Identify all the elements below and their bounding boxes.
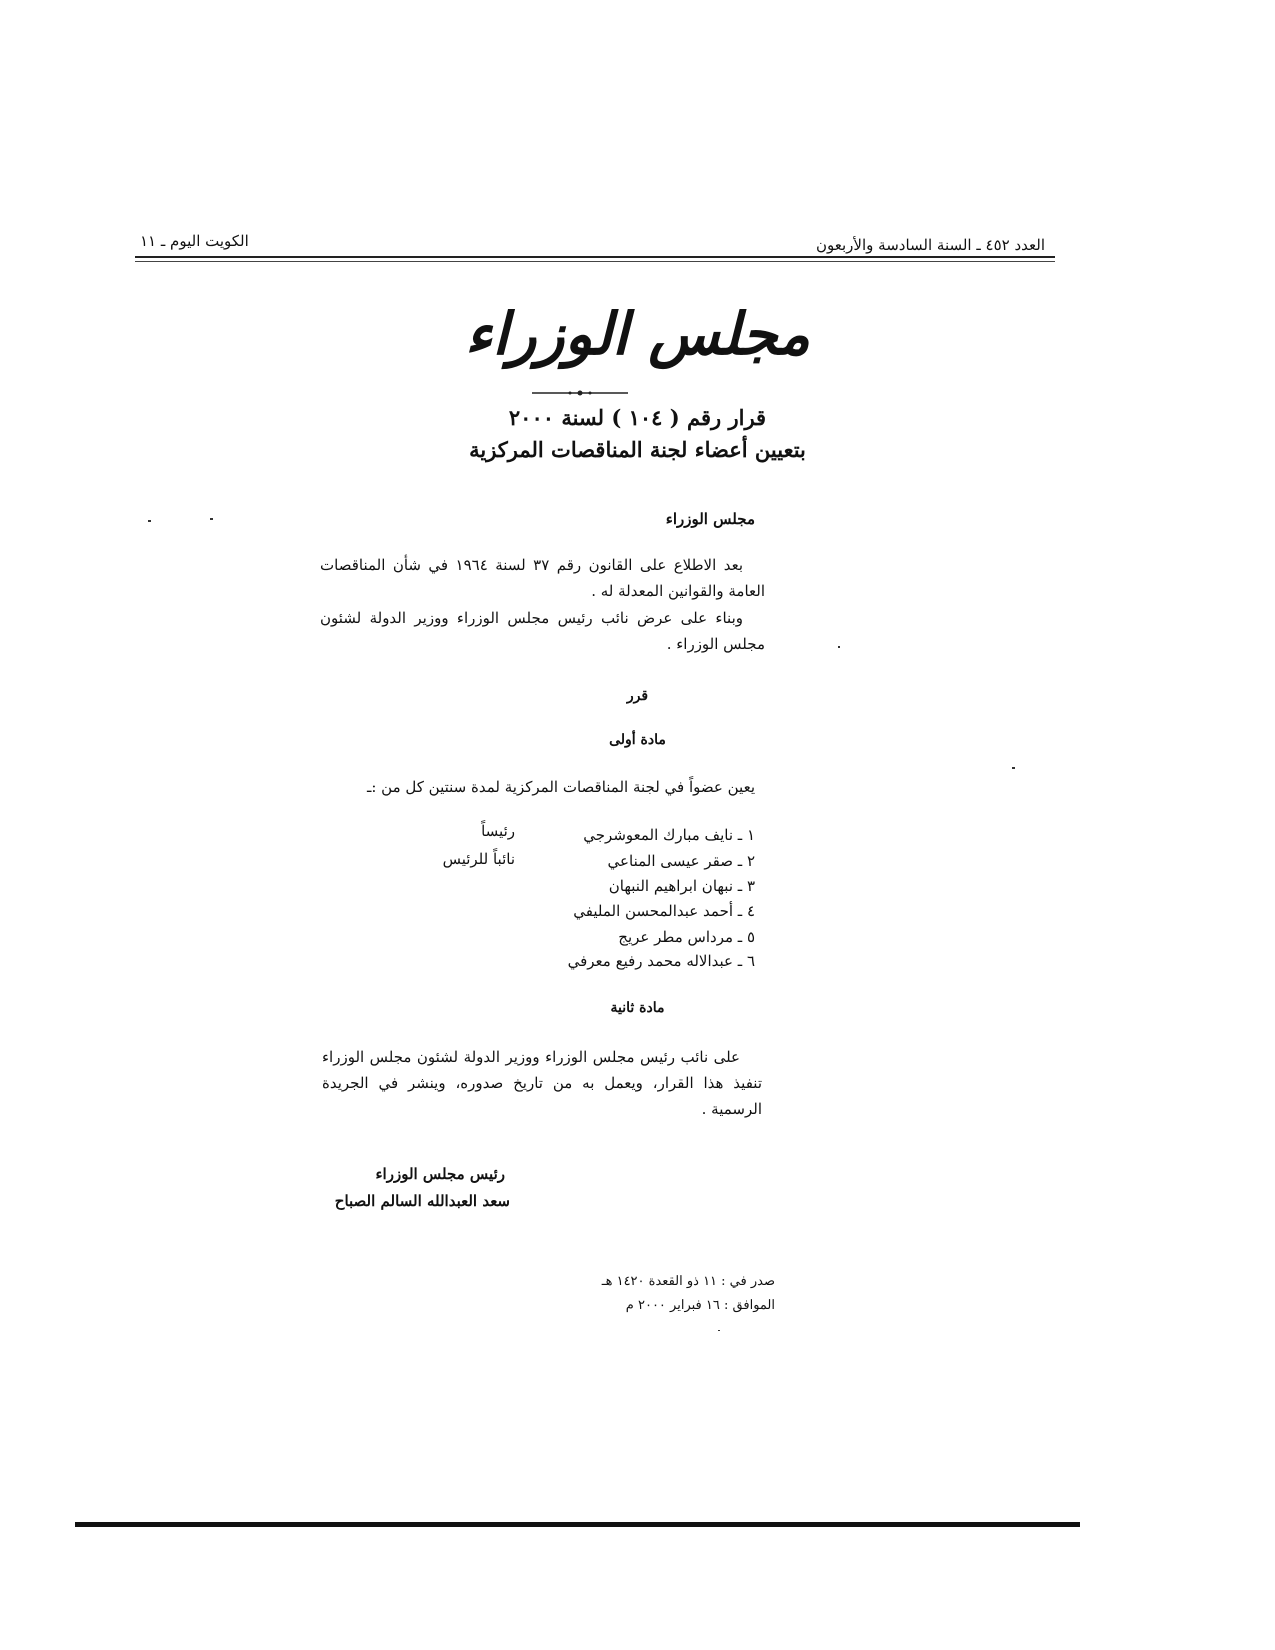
scan-speck: [838, 646, 840, 648]
section-masthead: مجلس الوزراء: [465, 300, 810, 368]
member-1-role: رئيساً: [481, 822, 515, 840]
article-2-text: على نائب رئيس مجلس الوزراء ووزير الدولة لشئون مجلس الوزراء تنفيذ هذا القرار، ويعمل به من تاريخ صدوره، وينشر في الجريدة الرسمية .: [322, 1048, 762, 1118]
footer-rule: [75, 1522, 1080, 1527]
ornament-divider: [530, 387, 630, 399]
article-1-intro: يعين عضواً في لجنة المناقصات المركزية لمدة سنتين كل من :ـ: [366, 778, 755, 796]
preamble-paragraph-1: بعد الاطلاع على القانون رقم ٣٧ لسنة ١٩٦٤ في شأن المناقصات العامة والقوانين المعدلة له .: [320, 556, 765, 600]
issued-date-hijri: صدر في : ١١ ذو القعدة ١٤٢٠ هـ: [601, 1274, 775, 1289]
article-2-heading: مادة ثانية: [610, 1000, 665, 1016]
scan-speck: [210, 518, 213, 520]
article-1-heading: مادة أولى: [609, 732, 666, 748]
scan-speck: [718, 1330, 720, 1331]
signatory-title: رئيس مجلس الوزراء: [375, 1165, 505, 1183]
header-rule-thin: [135, 261, 1055, 262]
publication-page: الكويت اليوم ـ ١١: [140, 232, 249, 250]
scan-speck: [148, 520, 151, 522]
issuer-heading: مجلس الوزراء: [665, 510, 755, 528]
member-1-name: ١ ـ نايف مبارك المعوشرجي: [583, 826, 755, 844]
member-4-name: ٤ ـ أحمد عبدالمحسن المليفي: [573, 902, 755, 920]
scan-speck: [1012, 767, 1015, 769]
member-6-name: ٦ ـ عبدالاله محمد رفيع معرفي: [567, 952, 755, 970]
signatory-name: سعد العبدالله السالم الصباح: [334, 1192, 510, 1210]
decree-number: قرار رقم ( ١٠٤ ) لسنة ٢٠٠٠: [508, 405, 767, 430]
member-2-role: نائباً للرئيس: [442, 850, 515, 868]
issue-number: العدد ٤٥٢ ـ السنة السادسة والأربعون: [816, 236, 1045, 254]
decided-heading: قرر: [626, 688, 649, 704]
decree-title: بتعيين أعضاء لجنة المناقصات المركزية: [469, 437, 806, 462]
member-2-name: ٢ ـ صقر عيسى المناعي: [607, 852, 755, 870]
issued-date-gregorian: الموافق : ١٦ فبراير ٢٠٠٠ م: [625, 1298, 775, 1313]
preamble-paragraph-2: وبناء على عرض نائب رئيس مجلس الوزراء ووزير الدولة لشئون مجلس الوزراء .: [320, 609, 765, 653]
header-rule: [135, 256, 1055, 258]
member-5-name: ٥ ـ مرداس مطر عريج: [618, 928, 755, 946]
member-3-name: ٣ ـ نبهان ابراهيم النبهان: [608, 877, 755, 895]
